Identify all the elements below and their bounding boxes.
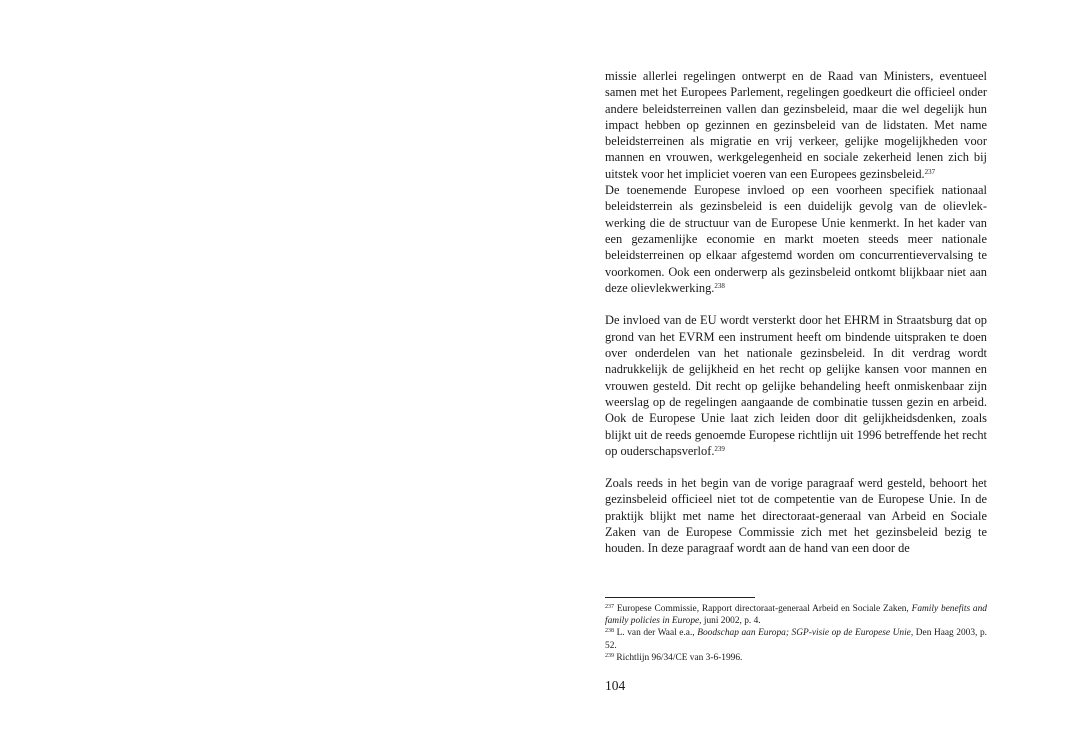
footnote-text: Europese Commissie, Rapport directoraat-generaal Arbeid en Sociale Zaken, <box>616 604 912 614</box>
footnote-title: Family benefits and family policies in Europe <box>605 604 987 627</box>
body-paragraph-2 <box>605 182 987 296</box>
paragraph-text: missie allerlei regelingen ontwerpt en de Raad van Ministers, eventueel samen met het Europees Parlement, regelingen goedkeurt die officieel onder andere beleidsterreinen vallen dan gezinsbeleid, maar die wel degelijk hun impact hebben op gezinnen en gezinsbeleid van de lidstaten. Met name beleidsterreinen als migratie en vrij verkeer, gelijke mogelijkheden voor mannen en vrouwen, werkgelegenheid en sociale zekerheid lenen zich bij uitstek voor het impliciet voeren van een Europees gezinsbeleid. <box>605 69 987 181</box>
paragraph-text: Zoals reeds in het begin van de vorige paragraaf werd gesteld, behoort het gezinsbeleid officieel niet tot de competentie van de Europese Unie. In de praktijk blijkt met name het directoraat-generaal van Arbeid en Sociale Zaken van de Europese Commissie zich met het gezinsbeleid bezig te houden. In deze paragraaf wordt aan de hand van een door de <box>605 476 987 556</box>
page-number: 104 <box>605 678 626 693</box>
footnote-number: 238 <box>605 628 614 635</box>
footnote-238 <box>605 627 987 651</box>
footnote-239 <box>605 652 987 664</box>
footnote-text: , juni 2002, p. 4. <box>699 616 761 627</box>
footnote-number: 237 <box>605 604 614 610</box>
footnote-number: 239 <box>605 652 614 659</box>
footnotes <box>605 603 987 664</box>
paragraph-text: De invloed van de EU wordt versterkt door het EHRM in Straatsburg dat op grond van het EVRM een instrument heeft om bindende uitspraken te doen over onderdelen van het nationale gezinsbeleid. In dit verdrag wordt nadrukkelijk de gelijkheid en het recht op gelijke kansen voor mannen en vrouwen gesteld. Dit recht op gelijke behandeling heeft onmiskenbaar zijn weerslag op de regelingen aangaande de combinatie tussen gezin en arbeid. Ook de Europese Unie laat zich leiden door dit gelijkheidsdenken, zoals blijkt uit de reeds genoemde Europese richtlijn uit 1996 betreffende het recht op ouderschapsverlof. <box>605 313 987 458</box>
body-paragraph-4 <box>605 475 987 556</box>
footnote-divider <box>605 597 755 598</box>
footnote-ref-239[interactable]: 239 <box>714 444 725 453</box>
paragraph-text: De toenemende Europese invloed op een voorheen specifiek nationaal beleidsterrein als gezinsbeleid is een duidelijk gevolg van de olievlekwerking die de structuur van de Europese Unie kenmerkt. In het kader van een gezamenlijke economie en markt moeten steeds meer nationale beleidsterreinen op elkaar afgestemd worden om concurrentievervalsing te voorkomen. Ook een onderwerp als gezinsbeleid ontkomt blijkbaar niet aan deze olievlekwerking. <box>605 183 987 295</box>
footnote-ref-237[interactable]: 237 <box>924 167 936 176</box>
footnote-ref-238[interactable]: 238 <box>714 281 725 290</box>
body-paragraph-3 <box>605 312 987 459</box>
body-paragraph-1 <box>605 68 987 182</box>
footnote-title: Boodschap aan Europa; SGP-visie op de Europese Unie <box>697 628 911 639</box>
footnote-text: , Den Haag 2003, p. 52. <box>605 628 987 651</box>
footnote-text: L. van der Waal e.a., <box>616 628 698 639</box>
footnote-text: Richtlijn 96/34/CE van 3-6-1996. <box>616 652 743 663</box>
text-column <box>605 68 987 557</box>
footnote-237 <box>605 603 987 627</box>
